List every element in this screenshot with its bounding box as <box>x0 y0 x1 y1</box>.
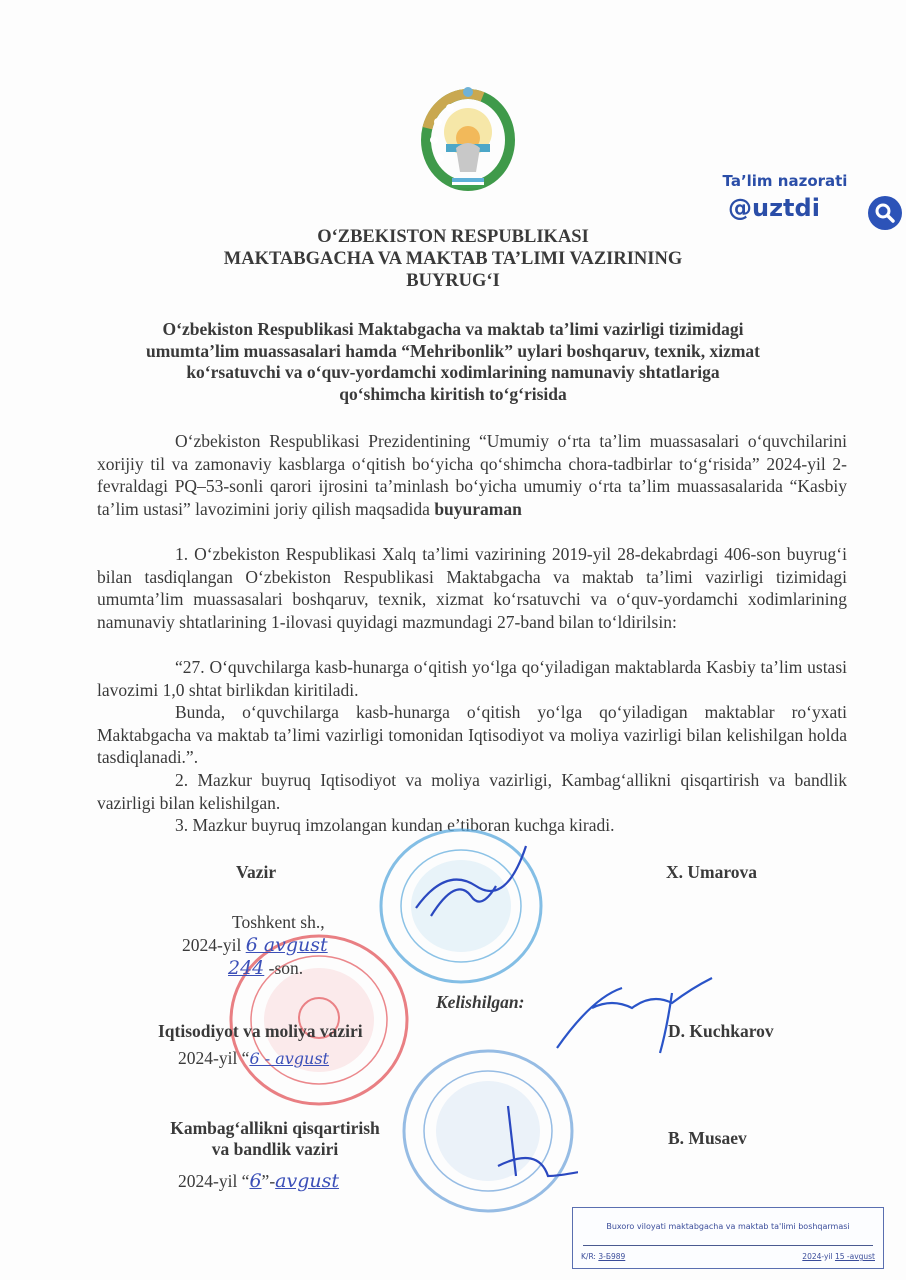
preamble-bold: buyuraman <box>434 498 522 519</box>
subject-line: qo‘shimcha kiritish to‘g‘risida <box>339 383 567 404</box>
search-icon <box>868 196 902 230</box>
item-1-paragraph: 1. O‘zbekiston Respublikasi Xalq ta’limi vazirining 2019-yil 28-dekabrdagi 406-son buyrug‘i bilan tasdiqlangan O‘zbekiston Respublikasi Maktabgacha va maktab ta’limi vazirligi tizimidagi umumta’lim muassasalari boshqaruv, texnik, xizmat ko‘rsatuvchi va o‘quv-yordamchi xodimlarining namunaviy shtatlarining 1-ilovasi quyidagi mazmundagi 27-band bilan to‘ldirilsin: <box>97 544 847 632</box>
finance-date <box>178 1048 329 1069</box>
agreed-label: Kelishilgan: <box>436 992 525 1012</box>
finance-date-prefix: 2024-yil “ <box>178 1048 250 1068</box>
poverty-date-prefix: 2024-yil “ <box>178 1171 250 1191</box>
quote-paragraph-1: “27. O‘quvchilarga kasb-hunarga o‘qitish yo‘lga qo‘yiladigan maktablarda Kasbiy ta’lim ustasi lavozimi 1,0 shtat birlikdan kiritiladi. <box>97 657 847 700</box>
subject-line: O‘zbekiston Respublikasi Maktabgacha va maktab ta’limi vazirligi tizimidagi <box>162 319 744 339</box>
registration-number <box>581 1252 625 1261</box>
poverty-ministry-stamp <box>398 1046 578 1216</box>
order-date <box>182 934 328 956</box>
channel-handle[interactable]: @uztdi <box>728 194 820 222</box>
quote-paragraph-2: Bunda, o‘quvchilarga kasb-hunarga o‘qitish yo‘lga qo‘yiladigan maktablar ro‘yxati Maktabgacha va maktab ta’limi vazirligi tomonidan Iqtisodiyot va moliya vazirligi bilan kelishilgan holda tasdiqlanadi.”. <box>97 702 847 767</box>
document-header <box>120 226 786 292</box>
poverty-minister-name: B. Musaev <box>668 1128 747 1148</box>
poverty-date <box>178 1170 339 1192</box>
finance-minister-signature <box>552 968 722 1058</box>
reg-date-year: 2024 <box>802 1252 822 1261</box>
channel-label: Ta’lim nazorati <box>722 172 848 190</box>
poverty-date-mid: ”- <box>261 1171 276 1191</box>
document-subject <box>100 319 806 405</box>
preamble-paragraph <box>97 430 847 520</box>
kr-value: 3-Б989 <box>598 1252 626 1261</box>
state-emblem <box>420 82 516 192</box>
finance-minister-title: Iqtisodiyot va moliya vaziri <box>158 1021 363 1041</box>
poverty-date-day: 6 <box>249 1170 262 1192</box>
number-handwritten: 244 <box>228 957 265 979</box>
date-prefix: 2024-yil <box>182 935 242 955</box>
search-button[interactable] <box>868 196 902 230</box>
kr-label: K/R: <box>581 1252 596 1261</box>
header-line-1: O‘ZBEKISTON RESPUBLIKASI <box>317 227 589 247</box>
item-2-paragraph: 2. Mazkur buyruq Iqtisodiyot va moliya vazirligi, Kambag‘allikni qisqartirish va bandlik vazirligi bilan kelishilgan. <box>97 770 847 813</box>
finance-minister-name: D. Kuchkarov <box>668 1021 774 1041</box>
registration-date <box>802 1252 875 1261</box>
finance-date-handwritten: 6 - avgust <box>249 1049 329 1068</box>
subject-line: ko‘rsatuvchi va o‘quv-yordamchi xodimlarining namunaviy shtatlariga <box>186 362 720 382</box>
reg-date-yil: -yil <box>821 1252 833 1261</box>
poverty-date-month: avgust <box>275 1170 340 1192</box>
reg-date-day: 15 -avgust <box>834 1252 875 1261</box>
registration-office: Buxoro viloyati maktabgacha va maktab ta'limi boshqarmasi <box>606 1222 850 1231</box>
header-line-2: MAKTABGACHA VA MAKTAB TA’LIMI VAZIRINING <box>223 249 683 269</box>
city-label: Toshkent sh., <box>232 912 325 932</box>
subject-line: umumta’lim muassasalari hamda “Mehribonlik” uylari boshqaruv, texnik, xizmat <box>145 340 761 361</box>
minister-title: Vazir <box>236 862 277 882</box>
poverty-title-line-1: Kambag‘allikni qisqartirish <box>170 1118 380 1138</box>
date-handwritten: 6 avgust <box>245 934 328 956</box>
minister-name: X. Umarova <box>666 862 758 882</box>
registration-divider <box>583 1245 873 1246</box>
header-line-3: BUYRUG‘I <box>406 271 500 291</box>
order-number <box>228 957 303 979</box>
poverty-title-line-2: va bandlik vaziri <box>211 1139 339 1159</box>
number-suffix: -son. <box>268 958 304 978</box>
preamble-text: O‘zbekiston Respublikasi Prezidentining “Umumiy o‘rta ta’lim muassasalari o‘quvchilarini xorijiy til va zamonaviy kasblarga o‘qitish bo‘yicha qo‘shimcha chora-tadbirlar to‘g‘risida” 2024-yil 2-fevraldagi PQ–53-sonli qarori ijrosini ta’minlash bo‘yicha umumiy o‘rta ta’lim muassasalarida “Kasbiy ta’lim ustasi” lavozimini joriy qilish maqsadida <box>97 431 847 519</box>
item-3-paragraph: 3. Mazkur buyruq imzolangan kundan e’tiboran kuchga kiradi. <box>175 815 615 835</box>
poverty-minister-title <box>150 1118 400 1160</box>
registration-stamp <box>572 1207 884 1269</box>
